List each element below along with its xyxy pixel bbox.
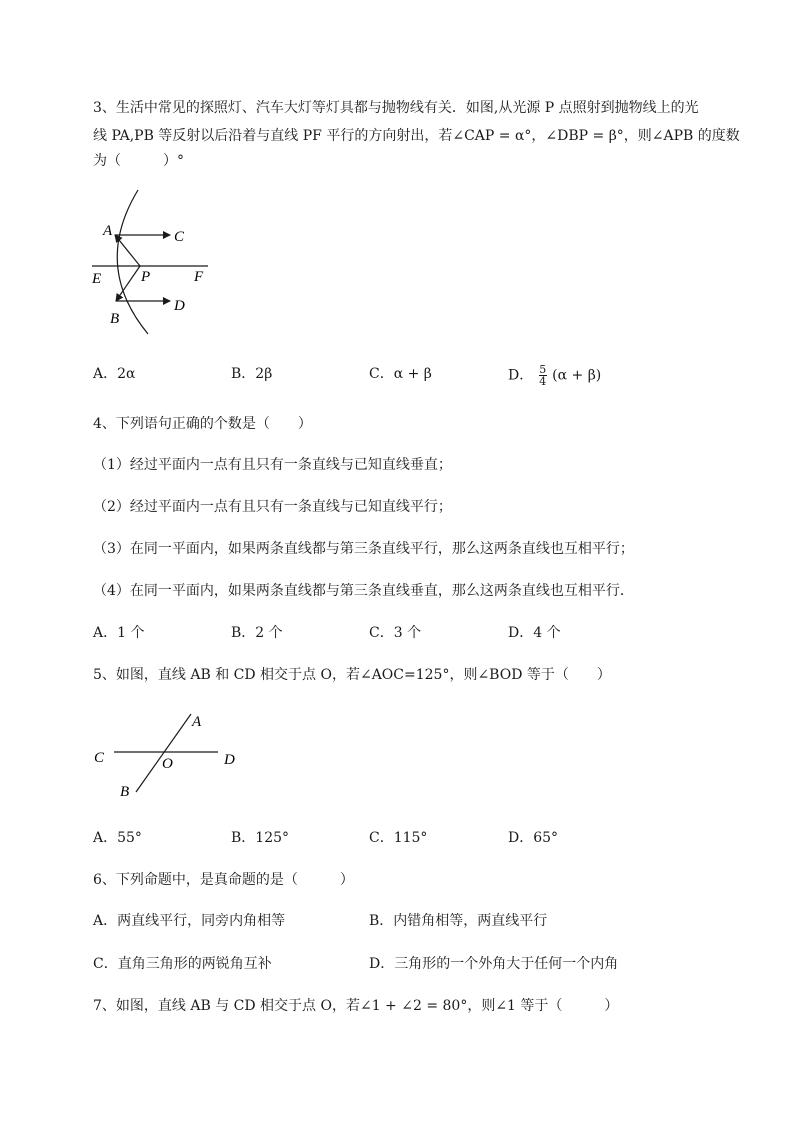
q4-stem: 4、下列语句正确的个数是（ ） (93, 416, 312, 432)
label-c: C (94, 750, 105, 766)
q5-stem: 5、如图，直线 AB 和 CD 相交于点 O，若∠AOC=125°，则∠BOD 等于（ ） (93, 667, 611, 683)
fraction-numerator: 5 (539, 363, 547, 376)
q4-option-b: B．2 个 (231, 625, 283, 641)
q4-option-c: C．3 个 (369, 625, 422, 641)
q6-option-b: B．内错角相等，两直线平行 (369, 913, 548, 929)
ray-pa (115, 235, 140, 266)
q6-option-c: C．直角三角形的两锐角互补 (93, 956, 272, 972)
label-e: E (92, 271, 102, 287)
q3-option-d-rest: (α + β) (552, 367, 602, 384)
q3-stem-line2: 线 PA,PB 等反射以后沿着与直线 PF 平行的方向射出，若∠CAP = α°，∠DBP = β°，则∠APB 的度数 (93, 128, 740, 144)
q4-option-a: A．1 个 (93, 625, 145, 641)
parabola-curve (117, 190, 151, 334)
q5-option-a: A．55° (93, 830, 142, 846)
q5-option-d: D．65° (508, 830, 559, 846)
label-c: C (174, 229, 185, 245)
q3-option-d-prefix: D． (508, 367, 534, 384)
q4-statement-3: （3）在同一平面内，如果两条直线都与第三条直线平行，那么这两条直线也互相平行； (93, 541, 634, 557)
label-b: B (120, 784, 130, 800)
q4-statement-4: （4）在同一平面内，如果两条直线都与第三条直线垂直，那么这两条直线也互相平行． (93, 583, 634, 599)
q3-parabola-figure (88, 188, 218, 338)
q7-stem: 7、如图，直线 AB 与 CD 相交于点 O，若∠1 + ∠2 = 80°，则∠1 等于（ ） (93, 998, 619, 1014)
q5-option-b: B．125° (231, 830, 290, 846)
q3-option-d (508, 364, 601, 387)
q4-statement-2: （2）经过平面内一点有且只有一条直线与已知直线平行； (93, 499, 452, 515)
label-o: O (162, 756, 173, 772)
label-b: B (110, 311, 120, 327)
q3-stem-line1: 3、生活中常见的探照灯、汽车大灯等灯具都与抛物线有关．如图,从光源 P 点照射到抛物线上的光 (93, 100, 699, 116)
q4-option-d: D．4 个 (508, 625, 561, 641)
q6-stem: 6、下列命题中，是真命题的是（ ） (93, 872, 354, 888)
label-a: A (103, 223, 113, 239)
label-p: P (141, 269, 151, 285)
q6-option-d: D．三角形的一个外角大于任何一个内角 (369, 956, 619, 972)
label-d: D (174, 298, 185, 314)
q3-option-a: A．2α (93, 366, 136, 382)
label-f: F (194, 269, 204, 285)
q6-option-a: A．两直线平行，同旁内角相等 (93, 913, 286, 929)
q3-option-b: B．2β (231, 366, 273, 382)
fraction-denominator: 4 (539, 375, 547, 388)
q5-option-c: C．115° (369, 830, 428, 846)
label-a: A (192, 714, 202, 730)
label-d: D (224, 752, 235, 768)
q4-statement-1: （1）经过平面内一点有且只有一条直线与已知直线垂直； (93, 457, 452, 473)
ray-pb (116, 266, 140, 301)
line-ab (136, 714, 191, 792)
q3-option-c: C．α + β (369, 366, 432, 382)
fraction (539, 364, 547, 387)
q3-stem-line3: 为（ ）° (93, 153, 184, 169)
q5-intersecting-lines-figure (90, 706, 250, 802)
